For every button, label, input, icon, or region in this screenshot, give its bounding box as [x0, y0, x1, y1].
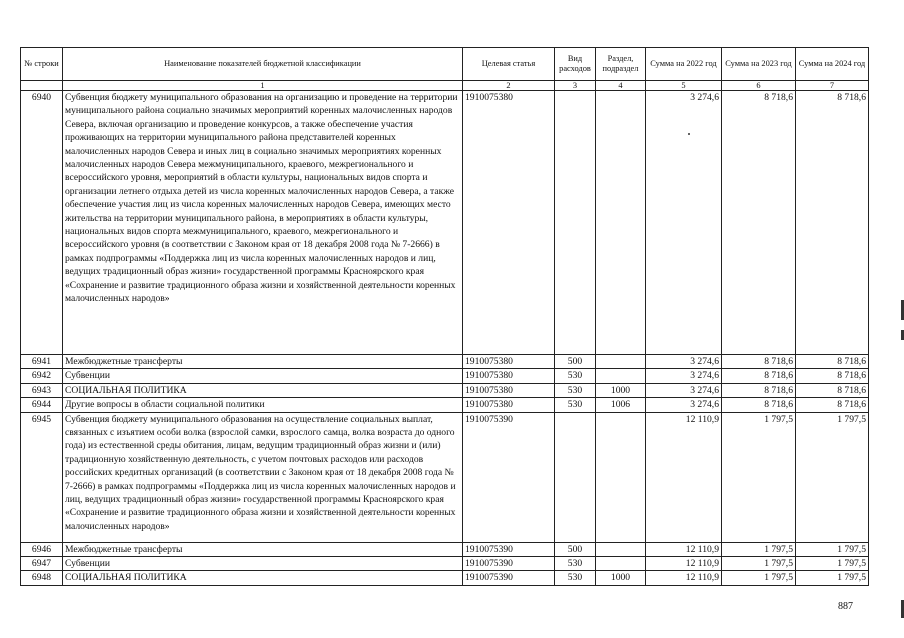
column-number: 1: [63, 81, 463, 91]
column-number: 7: [796, 81, 869, 91]
cell-sum-2023: 1 797,5: [722, 412, 796, 542]
cell-section: [596, 355, 646, 369]
cell-target-item: 1910075380: [463, 369, 555, 383]
cell-target-item: 1910075390: [463, 412, 555, 542]
cell-section: [596, 557, 646, 571]
cell-indicator-name: Межбюджетные трансферты: [63, 355, 463, 369]
cell-sum-2022: 3 274,6: [646, 355, 722, 369]
cell-expense-type: 500: [555, 355, 596, 369]
cell-target-item: 1910075390: [463, 542, 555, 556]
cell-sum-2023: 8 718,6: [722, 369, 796, 383]
cell-expense-type: [555, 91, 596, 355]
table-row: [21, 91, 869, 355]
cell-target-item: 1910075390: [463, 557, 555, 571]
cell-sum-2024: 1 797,5: [796, 542, 869, 556]
cell-sum-2023: 8 718,6: [722, 398, 796, 412]
cell-expense-type: 530: [555, 557, 596, 571]
cell-sum-2023: 8 718,6: [722, 91, 796, 355]
cell-expense-type: 530: [555, 369, 596, 383]
table-row: [21, 355, 869, 369]
header-sum-2023: Сумма на 2023 год: [722, 48, 796, 81]
cell-sum-2022: 3 274,6: [646, 369, 722, 383]
header-section: Раздел, подраздел: [596, 48, 646, 81]
cell-sum-2024: 1 797,5: [796, 412, 869, 542]
budget-table: [20, 47, 869, 586]
table-row: [21, 542, 869, 556]
cell-row-number: 6945: [21, 412, 63, 542]
column-number: 2: [463, 81, 555, 91]
cell-section: [596, 412, 646, 542]
page-number: 887: [838, 601, 853, 612]
cell-sum-2022: 12 110,9: [646, 571, 722, 585]
cell-expense-type: [555, 412, 596, 542]
cell-sum-2022: 3 274,6: [646, 383, 722, 397]
cell-indicator-name: СОЦИАЛЬНАЯ ПОЛИТИКА: [63, 383, 463, 397]
header-indicator-name: Наименование показателей бюджетной классификации: [63, 48, 463, 81]
cell-indicator-name: СОЦИАЛЬНАЯ ПОЛИТИКА: [63, 571, 463, 585]
cell-sum-2024: 8 718,6: [796, 91, 869, 355]
cell-sum-2022: 3 274,6: [646, 398, 722, 412]
cell-section: 1006: [596, 398, 646, 412]
header-target-item: Целевая статья: [463, 48, 555, 81]
cell-sum-2022: 12 110,9: [646, 557, 722, 571]
cell-row-number: 6948: [21, 571, 63, 585]
cell-target-item: 1910075380: [463, 398, 555, 412]
cell-row-number: 6947: [21, 557, 63, 571]
column-number: 4: [596, 81, 646, 91]
column-number: 6: [722, 81, 796, 91]
cell-indicator-name: Субвенция бюджету муниципального образования на осуществление социальных выплат, связанных с изъятием особи волка (взрослой самки, взрослого самца, волка возраста до одного года) из естественной среды обитания, лицам, ведущим традиционный образ жизни и (или) традиционную хозяйственную деятельность, с учетом почтовых расходов или расходов российских кредитных организаций (в соответствии с Законом края от 18 декабря 2008 года № 7-2666) в рамках подпрограммы «Поддержка лиц из числа коренных малочисленных народов и лиц, ведущих традиционный образ жизни» государственной программы Красноярского края «Сохранение и развитие традиционного образа жизни и хозяйственной деятельности коренных малочисленных народов»: [63, 412, 463, 542]
cell-sum-2024: 8 718,6: [796, 355, 869, 369]
cell-indicator-name: Субвенции: [63, 557, 463, 571]
cell-section: 1000: [596, 383, 646, 397]
cell-row-number: 6942: [21, 369, 63, 383]
cell-sum-2023: 8 718,6: [722, 383, 796, 397]
cell-sum-2024: 8 718,6: [796, 383, 869, 397]
table-row: [21, 398, 869, 412]
cell-section: [596, 91, 646, 355]
cell-indicator-name: Другие вопросы в области социальной политики: [63, 398, 463, 412]
cell-section: 1000: [596, 571, 646, 585]
cell-target-item: 1910075390: [463, 571, 555, 585]
cell-sum-2024: 1 797,5: [796, 571, 869, 585]
table-row: [21, 571, 869, 585]
table-row: [21, 383, 869, 397]
cell-row-number: 6946: [21, 542, 63, 556]
header-row: [21, 48, 869, 81]
cell-sum-2024: 1 797,5: [796, 557, 869, 571]
header-sum-2024: Сумма на 2024 год: [796, 48, 869, 81]
cell-sum-2022: 12 110,9: [646, 542, 722, 556]
cell-row-number: 6941: [21, 355, 63, 369]
table-row: [21, 557, 869, 571]
cell-expense-type: 530: [555, 571, 596, 585]
cell-indicator-name: Субвенции: [63, 369, 463, 383]
cell-sum-2022: 12 110,9: [646, 412, 722, 542]
table-row: [21, 412, 869, 542]
cell-target-item: 1910075380: [463, 355, 555, 369]
column-number: 3: [555, 81, 596, 91]
cell-row-number: 6943: [21, 383, 63, 397]
cell-sum-2023: 1 797,5: [722, 571, 796, 585]
cell-target-item: 1910075380: [463, 383, 555, 397]
table-row: [21, 369, 869, 383]
header-expense-type: Вид расходов: [555, 48, 596, 81]
cell-row-number: 6940: [21, 91, 63, 355]
cell-sum-2024: 8 718,6: [796, 398, 869, 412]
cell-target-item: 1910075380: [463, 91, 555, 355]
cell-sum-2023: 1 797,5: [722, 542, 796, 556]
cell-sum-2022: 3 274,6: [646, 91, 722, 355]
scan-dot: [688, 133, 690, 135]
column-number: 5: [646, 81, 722, 91]
cell-row-number: 6944: [21, 398, 63, 412]
cell-expense-type: 530: [555, 398, 596, 412]
cell-sum-2024: 8 718,6: [796, 369, 869, 383]
cell-section: [596, 542, 646, 556]
cell-expense-type: 500: [555, 542, 596, 556]
cell-indicator-name: Межбюджетные трансферты: [63, 542, 463, 556]
column-numbers-row: [21, 81, 869, 91]
cell-section: [596, 369, 646, 383]
cell-expense-type: 530: [555, 383, 596, 397]
header-sum-2022: Сумма на 2022 год: [646, 48, 722, 81]
cell-sum-2023: 8 718,6: [722, 355, 796, 369]
header-row-number: № строки: [21, 48, 63, 81]
table-body: [21, 91, 869, 586]
column-number: [21, 81, 63, 91]
cell-indicator-name: Субвенция бюджету муниципального образования на организацию и проведение на территории муниципального района социально значимых мероприятий коренных малочисленных народов Севера, включая организацию и проведение конкурсов, а также обеспечение участия проживающих на территории муниципального района представителей коренных малочисленных народов Севера и иных лиц в социально значимых мероприятиях коренных малочисленных народов Севера межмуниципального, краевого, межрегионального и всероссийского уровня, мероприятий в области культуры, национальных видов спорта и организации летнего отдыха детей из числа коренных малочисленных народов Севера, а также обеспечение участия лиц из числа коренных малочисленных народов Севера, имеющих место жительства на территории муниципального района, в мероприятиях в области культуры, национальных видов спорта межмуниципального, краевого, межрегионального и всероссийского уровня (в соответствии с Законом края от 18 декабря 2008 года № 7-2666) в рамках подпрограммы «Поддержка лиц из числа коренных малочисленных народов и лиц, ведущих традиционный образ жизни» государственной программы Красноярского края «Сохранение и развитие традиционного образа жизни и хозяйственной деятельности коренных малочисленных народов»: [63, 91, 463, 355]
cell-sum-2023: 1 797,5: [722, 557, 796, 571]
